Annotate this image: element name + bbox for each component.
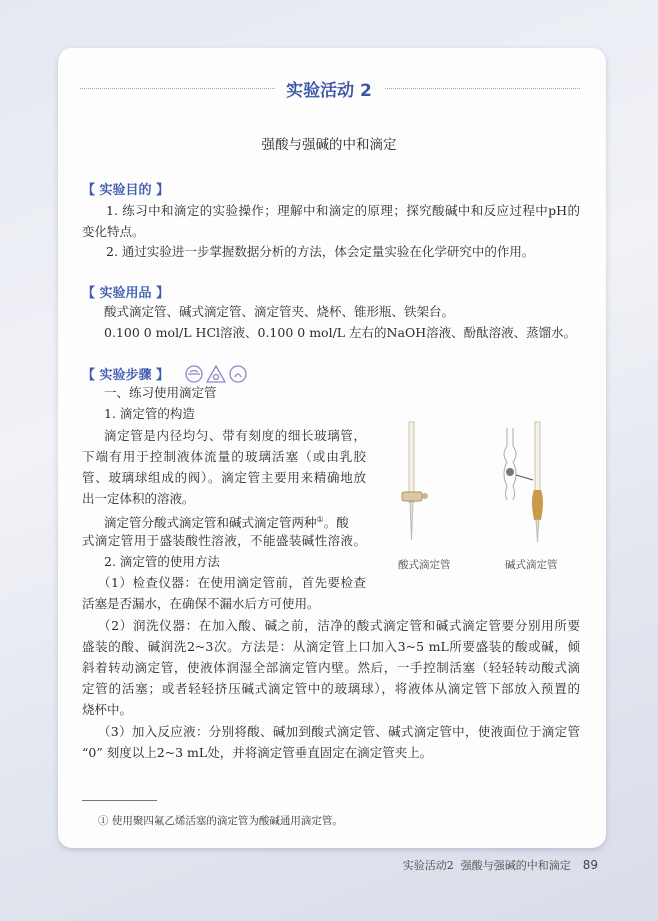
safety-warning-icon [207, 366, 225, 382]
steps-line: 式滴定管用于盛装酸性溶液，不能盛装碱性溶液。 [82, 533, 366, 548]
steps-line: 下端有用于控制液体流量的玻璃活塞（或由乳胶 [82, 449, 366, 464]
steps-text: 滴定管分酸式滴定管和碱式滴定管两种 [104, 515, 317, 531]
section-heading-steps: 【 实验步骤 】 [82, 368, 170, 383]
steps-line: 滴定管是内径均匀、带有刻度的细长玻璃管， [104, 428, 366, 443]
base-burette-illustration [504, 422, 543, 542]
page-number: 89 [582, 858, 598, 872]
steps-line: 管、玻璃球组成的阀）。滴定管主要用来精确地放 [82, 470, 366, 485]
section-heading-materials: 【 实验用品 】 [82, 286, 170, 301]
burette-figure [390, 420, 580, 550]
steps-line: 一、练习使用滴定管 [104, 385, 217, 400]
materials-line: 酸式滴定管、碱式滴定管、滴定管夹、烧杯、锥形瓶、铁架台。 [104, 304, 455, 319]
steps-line: （2）润洗仪器：在加入酸、碱之前，洁净的酸式滴定管和碱式滴定管要分别用所要 [98, 618, 580, 633]
page-subtitle: 强酸与强碱的中和滴定 [261, 137, 397, 153]
materials-line: 0.100 0 mol/L HCl溶液、0.100 0 mol/L 左右的NaOH溶液、酚酞溶液、蒸馏水。 [104, 325, 577, 340]
steps-line: 出一定体积的溶液。 [82, 491, 195, 506]
hand-wash-icon [230, 366, 246, 382]
footnote: ① 使用聚四氟乙烯活塞的滴定管为酸碱通用滴定管。 [98, 815, 343, 827]
steps-line: 2. 滴定管的使用方法 [104, 554, 220, 569]
figure-caption-acid: 酸式滴定管 [398, 559, 451, 571]
activity-title [0, 76, 658, 101]
steps-text: 。酸 [323, 515, 349, 531]
purpose-line: 变化特点。 [82, 224, 145, 239]
steps-line: “0” 刻度以上2~3 mL处，并将滴定管垂直固定在滴定管夹上。 [82, 745, 433, 760]
steps-line: 活塞是否漏水，在确保不漏水后方可使用。 [82, 596, 320, 611]
acid-burette-illustration [402, 422, 428, 540]
steps-line: 烧杯中。 [82, 702, 133, 717]
purpose-line: 2. 通过实验进一步掌握数据分析的方法，体会定量实验在化学研究中的作用。 [106, 244, 535, 259]
steps-line [104, 512, 349, 531]
steps-line: （3）加入反应液：分别将酸、碱加到酸式滴定管、碱式滴定管中，使液面位于滴定管 [98, 724, 580, 739]
page-footer [403, 857, 598, 873]
footnote-divider [82, 800, 157, 801]
footer-chapter: 实验活动2 强酸与强碱的中和滴定 [402, 859, 571, 872]
purpose-line: 1. 练习中和滴定的实验操作；理解中和滴定的原理；探究酸碱中和反应过程中pH的 [106, 203, 580, 218]
steps-line: （1）检查仪器：在使用滴定管前，首先要检查 [98, 575, 366, 590]
section-heading-purpose: 【 实验目的 】 [82, 183, 170, 198]
activity-title-text: 实验活动 2 [276, 81, 382, 101]
steps-line: 盛装的酸、碱润洗2~3次。方法是：从滴定管上口加入3~5 mL所要盛装的酸或碱，倾 [82, 639, 580, 654]
goggles-icon [186, 366, 202, 382]
steps-line: 斜着转动滴定管，使液体润湿全部滴定管内壁。然后，一手控制活塞（轻轻转动酸式滴 [82, 660, 580, 675]
steps-line: 1. 滴定管的构造 [104, 406, 195, 421]
footnote-ref[interactable]: ① [316, 515, 324, 524]
steps-line: 定管的活塞；或者轻轻挤压碱式滴定管中的玻璃球），将液体从滴定管下部放入预置的 [82, 681, 580, 696]
figure-caption-base: 碱式滴定管 [505, 559, 558, 571]
